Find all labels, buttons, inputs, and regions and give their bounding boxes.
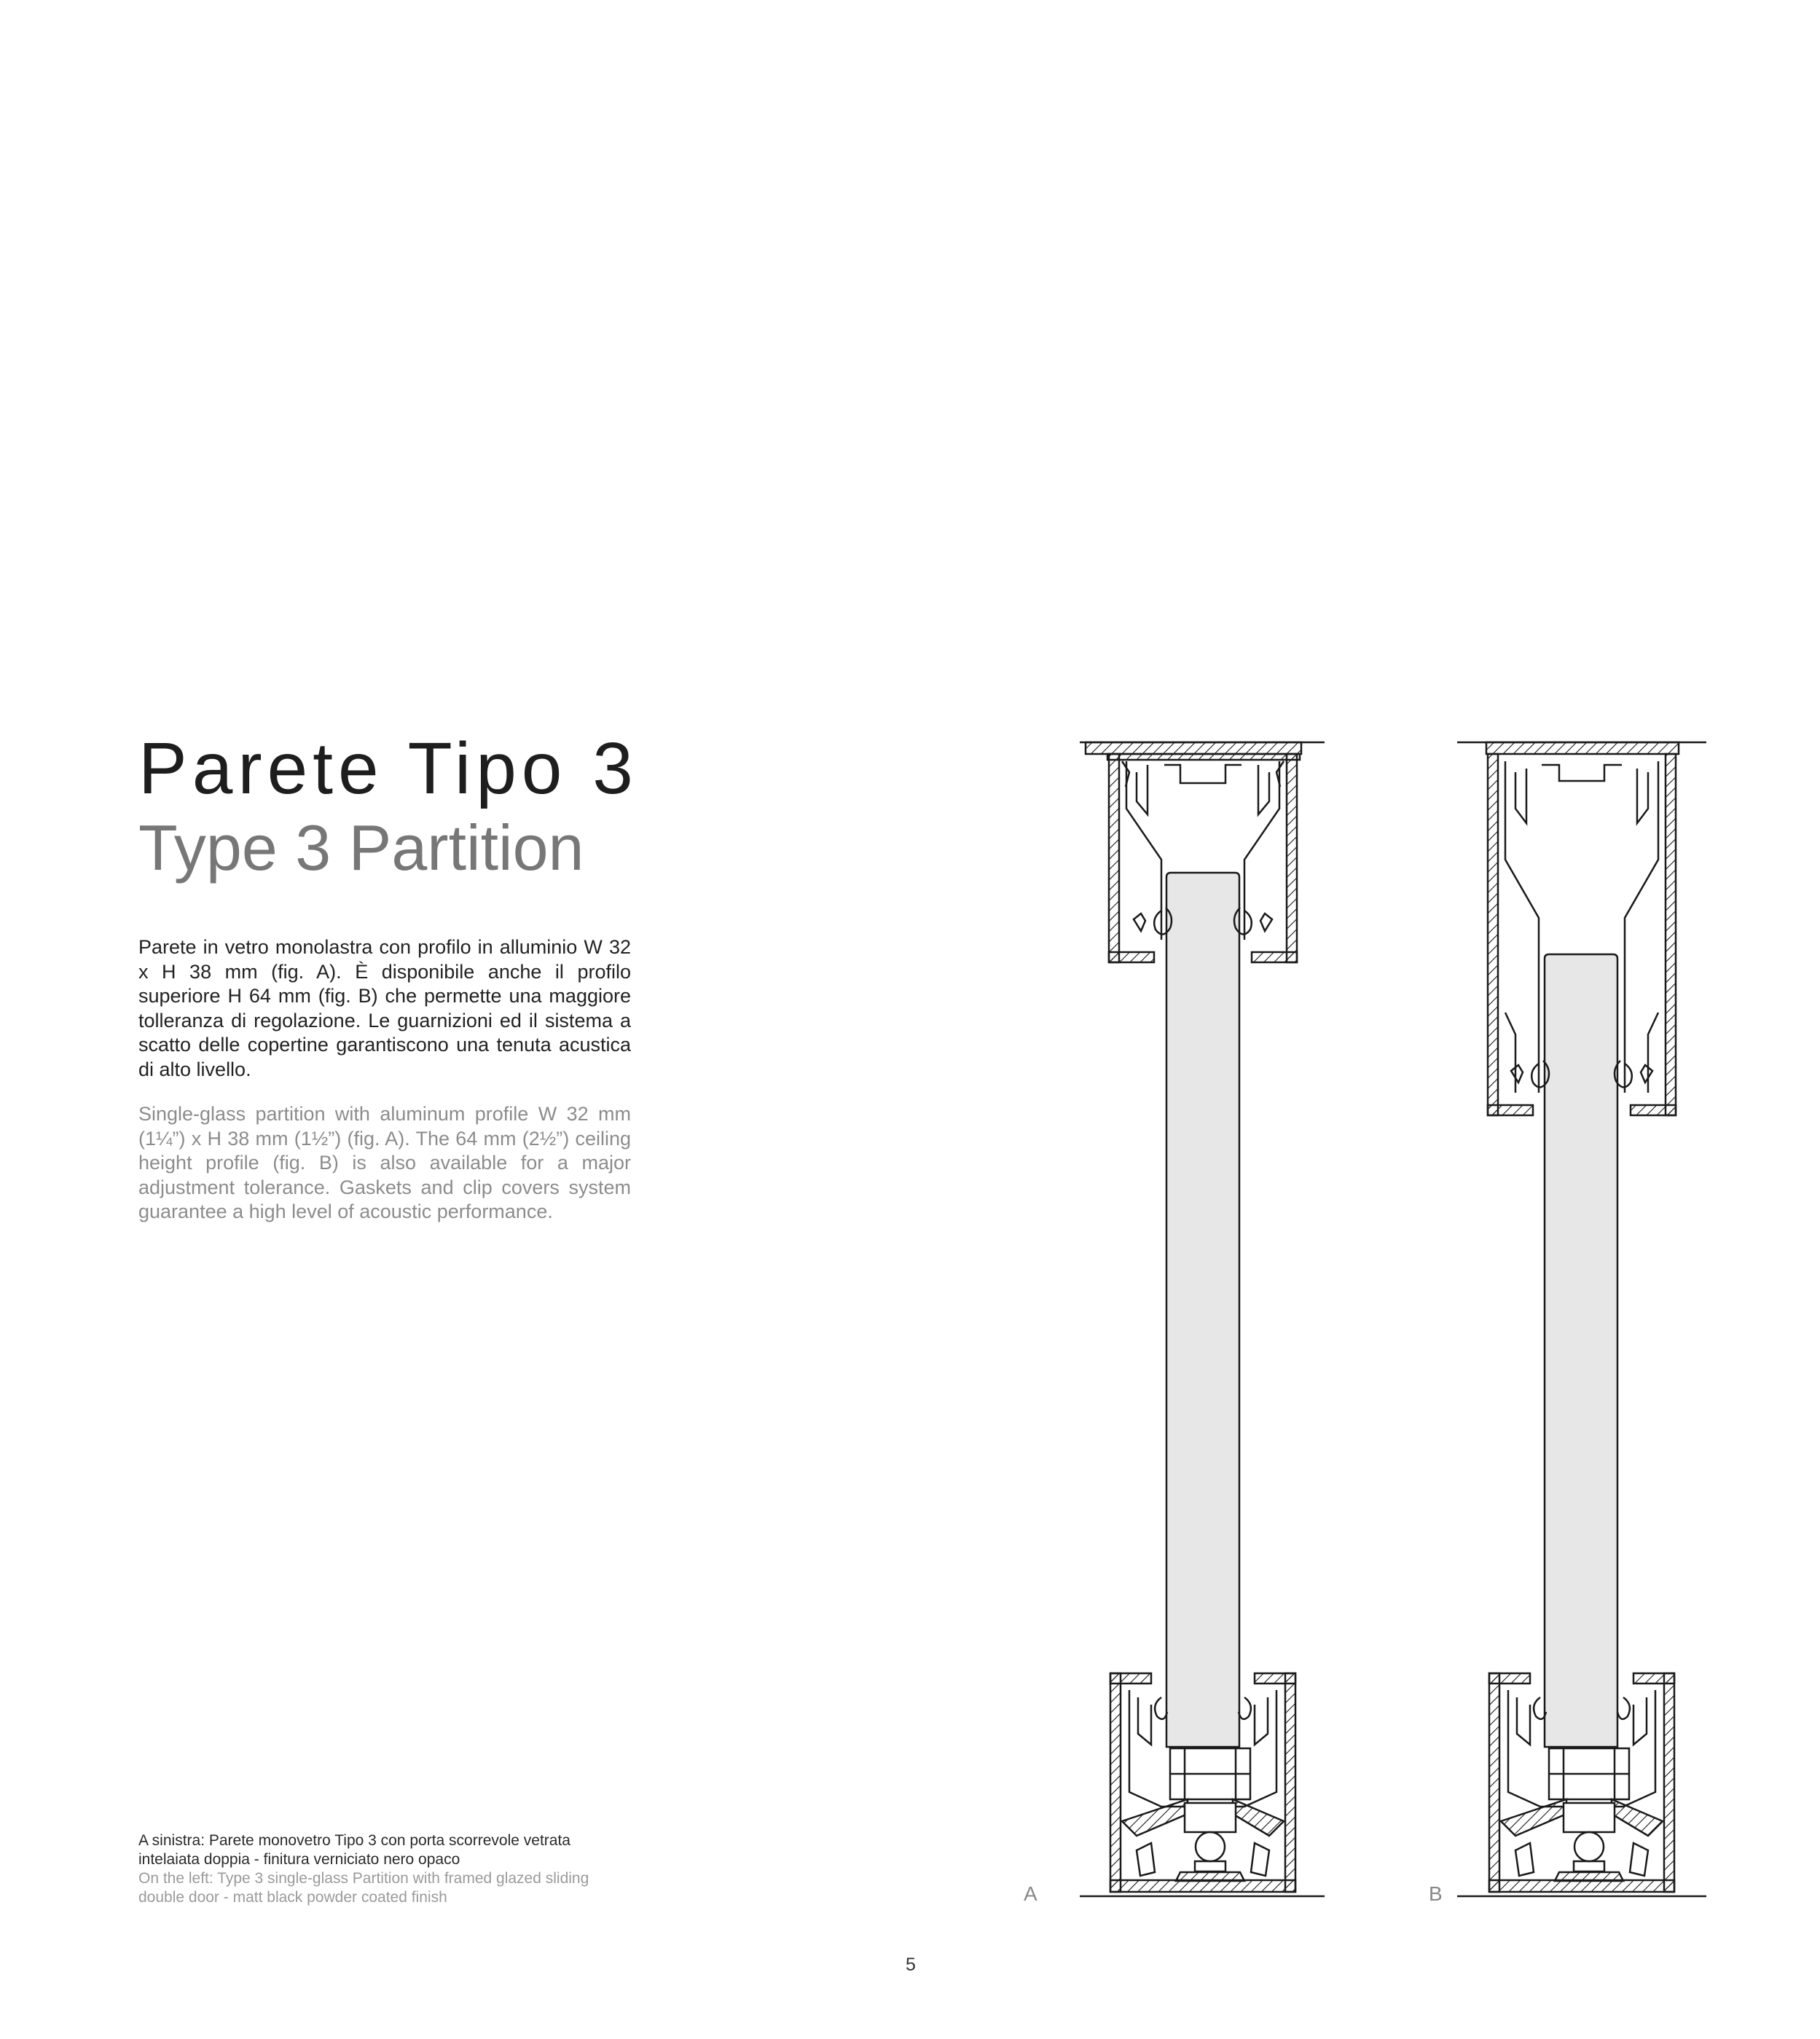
page-subtitle: Type 3 Partition [138,812,584,884]
gasket-bottom-right-a [1239,1697,1251,1719]
section-drawing-b [1457,742,1706,1896]
description-english: Single-glass partition with aluminum profile W 32 mm (1¼”) x H 38 mm (1½”) (fig. A). The 64 mm (2½”) ceiling height profile (fig. B) is also available for a major adjustment tolerance. Gaskets and clip covers system guarantee a high level of acoustic performance. [138,1103,631,1222]
photo-caption-italian: A sinistra: Parete monovetro Tipo 3 con porta scorrevole vetrata intelaiata doppia - finitura verniciato nero opaco [138,1832,570,1868]
section-drawing-a [1080,742,1325,1896]
glass-pane-a [1166,873,1239,1747]
description-italian: Parete in vetro monolastra con profilo in alluminio W 32 x H 38 mm (fig. A). È disponibile anche il profilo superiore H 64 mm (fig. B) che permette una maggiore tolleranza di regolazione. Le guarnizioni ed il sistema a scatto delle copertine garantiscono una tenuta acustica di alto livello. [138,936,631,1080]
figure-a-label: A [1024,1882,1038,1905]
page-number: 5 [906,1954,916,1975]
page-title: Parete Tipo 3 [138,728,638,809]
figure-b-label: B [1429,1882,1443,1905]
photo-caption-english: On the left: Type 3 single-glass Partition with framed glazed sliding double door - matt black powder coated finish [138,1870,589,1906]
gasket-bottom-right-b [1617,1697,1630,1719]
glass-pane-b [1545,954,1617,1747]
gasket-bottom-left-a [1155,1697,1167,1719]
